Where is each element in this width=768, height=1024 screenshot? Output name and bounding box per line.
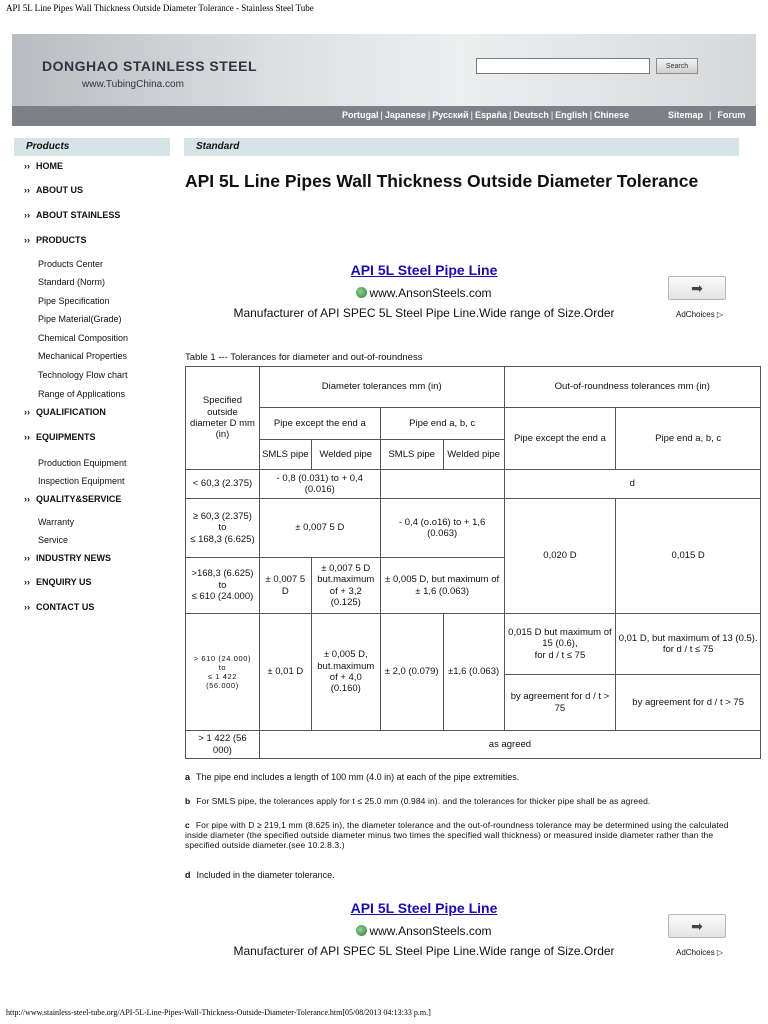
sidebar-item-label: EQUIPMENTS: [36, 432, 96, 442]
brand-url[interactable]: www.TubingChina.com: [82, 79, 184, 90]
sidebar-item-label: HOME: [36, 161, 63, 171]
lang-russian[interactable]: Русский: [432, 110, 469, 120]
tolerance-table: [185, 366, 761, 759]
ad-arrow-button[interactable]: ➡: [668, 276, 726, 300]
table-cell: < 60,3 (2.375): [186, 470, 260, 499]
header-smls-pipe: SMLS pipe: [380, 440, 443, 470]
sidebar-item-products[interactable]: [24, 235, 87, 245]
chevron-icon: ››: [24, 432, 30, 442]
sidebar-item-label: INDUSTRY NEWS: [36, 553, 112, 563]
cell-line: to: [218, 579, 227, 591]
subnav-inspection-equipment[interactable]: Inspection Equipment: [38, 476, 125, 486]
globe-icon: [356, 925, 367, 936]
adchoices-link[interactable]: AdChoices ▷: [676, 948, 724, 957]
header-oor-pipe-except-end: Pipe except the end a: [504, 408, 616, 470]
table-cell: ± 0,005 D, but.maximum of + 4,0 (0.160): [311, 614, 380, 731]
note-key: a: [185, 772, 191, 782]
sidebar-heading: Products: [14, 138, 170, 156]
page-title: API 5L Line Pipes Wall Thickness Outside Diameter Tolerance: [185, 171, 699, 191]
header-specified-diameter: Specified outside diameter D mm (in): [186, 367, 260, 470]
ad-arrow-button[interactable]: ➡: [668, 914, 726, 938]
ad-description: Manufacturer of API SPEC 5L Steel Pipe Line.Wide range of Size.Order: [233, 944, 615, 958]
print-footer: http://www.stainless-steel-tube.org/API-5L-Line-Pipes-Wall-Thickness-Outside-Diameter-Tolerance.htm[05/08/2013 04:13:33 p.m.]: [6, 1008, 431, 1017]
table-cell: ±1,6 (0.063): [443, 614, 504, 731]
chevron-icon: ››: [24, 602, 30, 612]
chevron-icon: ››: [24, 185, 30, 195]
chevron-icon: ››: [24, 577, 30, 587]
language-links: [342, 110, 629, 120]
ad-url-text: www.AnsonSteels.com: [369, 286, 492, 300]
cell-line: ≤ 168,3 (6.625): [190, 533, 255, 545]
subnav-pipe-specification[interactable]: Pipe Specification: [38, 296, 110, 306]
note-text: The pipe end includes a length of 100 mm (4.0 in) at each of the pipe extremities.: [196, 772, 520, 782]
sidebar-item-about-us[interactable]: [24, 185, 83, 195]
table-caption: Table 1 --- Tolerances for diameter and out-of-roundness: [185, 352, 423, 363]
sidebar-item-enquiry-us[interactable]: [24, 577, 92, 587]
separator: |: [470, 110, 473, 120]
ad-unit-bottom: [184, 900, 739, 970]
header-smls-pipe: SMLS pipe: [259, 440, 311, 470]
header-welded-pipe: Welded pipe: [311, 440, 380, 470]
subnav-range-of-applications[interactable]: Range of Applications: [38, 389, 126, 399]
subnav-technology-flow-chart[interactable]: Technology Flow chart: [38, 370, 128, 380]
header-out-of-roundness: Out-of-roundness tolerances mm (in): [504, 367, 760, 408]
table-cell: [380, 470, 504, 499]
sidebar-item-label: QUALIFICATION: [36, 407, 106, 417]
sidebar-item-qualification[interactable]: [24, 407, 106, 417]
subnav-standard[interactable]: Standard (Norm): [38, 277, 106, 287]
separator: |: [380, 110, 383, 120]
note-key: d: [185, 870, 191, 880]
sidebar-item-label: CONTACT US: [36, 602, 95, 612]
ad-title-link[interactable]: API 5L Steel Pipe Line: [350, 900, 498, 916]
sidebar-item-home[interactable]: [24, 161, 63, 171]
sidebar-item-quality-service[interactable]: [24, 494, 121, 504]
sidebar-item-contact-us[interactable]: [24, 602, 94, 612]
separator: |: [589, 110, 593, 120]
sidebar-item-about-stainless[interactable]: [24, 210, 120, 220]
cell-line: to: [218, 663, 227, 672]
cell-line: > 610 (24.000): [193, 654, 252, 663]
cell-line: to: [218, 522, 227, 534]
header-oor-pipe-end: Pipe end a, b, c: [616, 408, 761, 470]
ad-description: Manufacturer of API SPEC 5L Steel Pipe Line.Wide range of Size.Order: [233, 306, 615, 320]
search-input[interactable]: [476, 58, 650, 74]
table-cell: ± 0,005 D, but maximum of ± 1,6 (0.063): [380, 558, 504, 614]
table-cell: [616, 614, 761, 675]
forum-link[interactable]: Forum: [717, 110, 746, 120]
chevron-icon: ››: [24, 210, 30, 220]
note-text: For SMLS pipe, the tolerances apply for t ≤ 25.0 mm (0.984 in). and the tolerances for thicker pipe shall be as agreed.: [196, 796, 651, 806]
sidebar-item-label: ABOUT STAINLESS: [36, 210, 121, 220]
table-cell: [186, 558, 260, 614]
header-welded-pipe: Welded pipe: [443, 440, 504, 470]
subnav-mechanical-properties[interactable]: Mechanical Properties: [38, 351, 128, 361]
site-links: [668, 110, 745, 120]
table-cell: 0,015 D: [616, 499, 761, 614]
note-a: [185, 772, 733, 783]
chevron-icon: ››: [24, 407, 30, 417]
note-b: [185, 796, 733, 806]
chevron-icon: ››: [24, 494, 30, 504]
chevron-icon: ››: [24, 161, 30, 171]
lang-chinese[interactable]: Chinese: [594, 110, 630, 120]
subnav-warranty[interactable]: Warranty: [38, 517, 75, 527]
subnav-products-center[interactable]: Products Center: [38, 259, 104, 269]
separator: |: [508, 110, 512, 120]
cell-line: >168,3 (6.625): [191, 568, 254, 580]
globe-icon: [356, 287, 367, 298]
lang-german[interactable]: Deutsch: [513, 110, 549, 120]
table-cell: by agreement for d / t > 75: [616, 675, 761, 731]
header-pipe-end: Pipe end a, b, c: [380, 408, 504, 440]
print-header: API 5L Line Pipes Wall Thickness Outside Diameter Tolerance - Stainless Steel Tube: [6, 3, 314, 13]
lang-portugal[interactable]: Portugal: [342, 110, 379, 120]
table-cell: as agreed: [259, 731, 760, 759]
ad-url[interactable]: [184, 286, 664, 300]
sidebar-item-label: ABOUT US: [36, 185, 83, 195]
ad-title-link[interactable]: API 5L Steel Pipe Line: [350, 262, 498, 278]
chevron-icon: ››: [24, 235, 30, 245]
lang-japanese[interactable]: Japanese: [384, 110, 426, 120]
cell-line: (56.000): [206, 681, 239, 690]
cell-line: 0,01 D, but maximum of 13 (0.5).: [618, 632, 758, 644]
note-text: For pipe with D ≥ 219,1 mm (8.625 in), the diameter tolerance and the out-of-roundness tolerance may be determined using the calculated inside diameter (the specified outside diameter minus two times the specified wall thickness) or measured inside diameter rather than the specified outside diameter.(see 10.2.8.3.): [185, 820, 729, 851]
note-text: Included in the diameter tolerance.: [196, 870, 335, 880]
cell-line: ≤ 610 (24.000): [191, 591, 254, 603]
adchoices-link[interactable]: AdChoices ▷: [676, 310, 724, 319]
note-d: [185, 870, 733, 881]
separator: |: [427, 110, 431, 120]
table-cell: ± 0,01 D: [259, 614, 311, 731]
subnav-pipe-material[interactable]: Pipe Material(Grade): [38, 314, 122, 324]
lang-spanish[interactable]: España: [474, 110, 507, 120]
table-cell: d: [504, 470, 760, 499]
chevron-icon: ››: [24, 553, 30, 563]
table-cell: ± 2,0 (0.079): [380, 614, 443, 731]
subnav-service[interactable]: Service: [38, 535, 69, 545]
separator: |: [709, 110, 712, 120]
header-diameter-tolerances: Diameter tolerances mm (in): [259, 367, 504, 408]
ad-url-text: www.AnsonSteels.com: [369, 924, 492, 938]
table-cell: ± 0,007 5 D: [259, 499, 380, 558]
ad-unit-top: [184, 262, 739, 332]
cell-line: ≥ 60,3 (2.375): [192, 510, 252, 522]
main-heading: Standard: [184, 138, 739, 156]
separator: |: [550, 110, 554, 120]
sidebar-item-industry-news[interactable]: [24, 553, 111, 563]
sidebar-item-label: QUALITY&SERVICE: [36, 494, 122, 504]
cell-line: ≤ 1 422: [207, 672, 238, 681]
table-cell: [186, 499, 260, 558]
sitemap-link[interactable]: Sitemap: [668, 110, 704, 120]
note-key: b: [185, 796, 191, 806]
table-cell: [186, 614, 260, 731]
subnav-production-equipment[interactable]: Production Equipment: [38, 458, 127, 468]
brand-name[interactable]: DONGHAO STAINLESS STEEL: [42, 58, 258, 74]
note-c: [185, 820, 733, 851]
cell-line: 0,015 D but maximum of 15 (0.6),: [508, 626, 612, 650]
sidebar-item-label: PRODUCTS: [36, 235, 87, 245]
subnav-chemical-composition[interactable]: Chemical Composition: [38, 333, 129, 343]
table-cell: 0,020 D: [504, 499, 616, 614]
note-key: c: [185, 820, 190, 830]
lang-english[interactable]: English: [555, 110, 588, 120]
cell-line: for d / t ≤ 75: [534, 649, 586, 661]
table-cell: ± 0,007 5 D: [259, 558, 311, 614]
header-pipe-except-end: Pipe except the end a: [259, 408, 380, 440]
table-cell: - 0,8 (0.031) to + 0,4 (0.016): [259, 470, 380, 499]
table-cell: > 1 422 (56 000): [186, 731, 260, 759]
table-cell: - 0,4 (o.o16) to + 1,6 (0.063): [380, 499, 504, 558]
table-cell: by agreement for d / t > 75: [504, 675, 616, 731]
cell-line: for d / t ≤ 75: [662, 644, 714, 655]
search-button[interactable]: Search: [656, 58, 698, 74]
sidebar-item-label: ENQUIRY US: [36, 577, 92, 587]
ad-url[interactable]: [184, 924, 664, 938]
table-cell: [504, 614, 616, 675]
table-cell: ± 0,007 5 D but.maximum of + 3,2 (0.125): [311, 558, 380, 614]
sidebar-item-equipments[interactable]: [24, 432, 96, 442]
